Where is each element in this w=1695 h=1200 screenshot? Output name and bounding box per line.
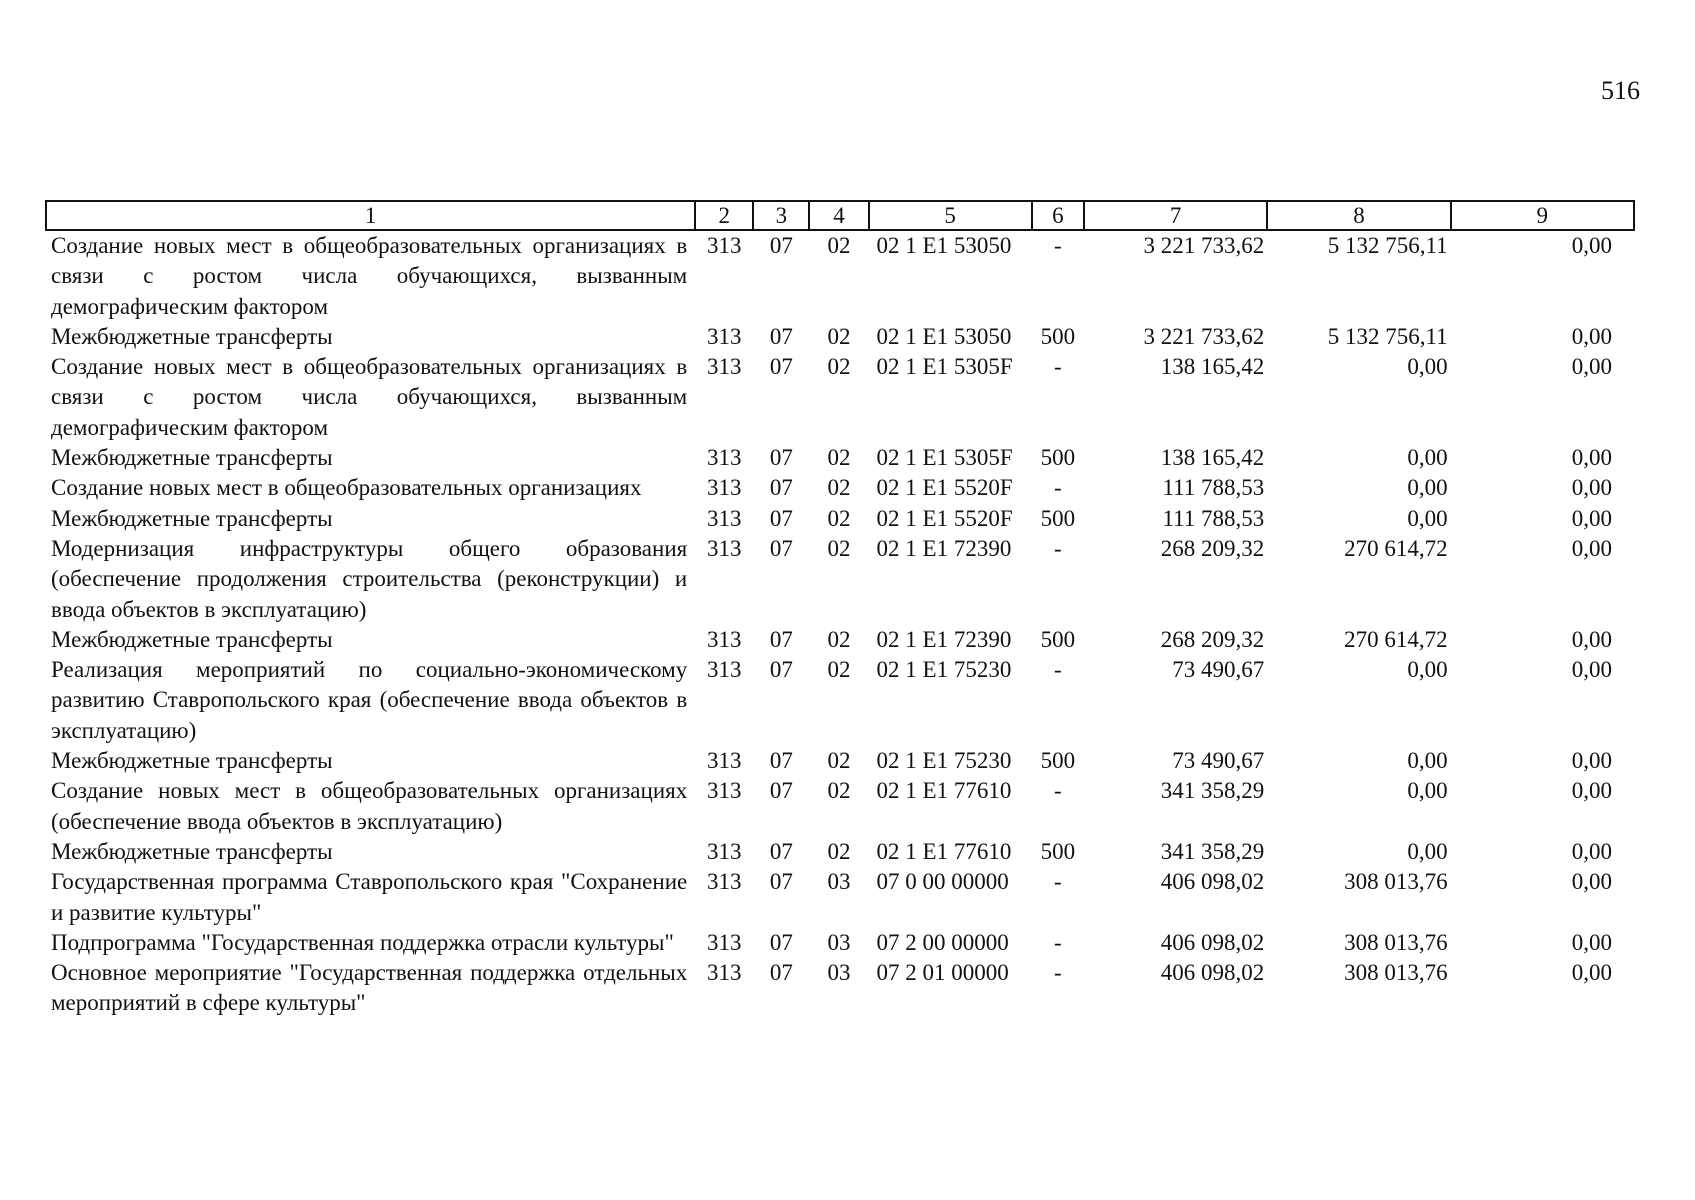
row-name: Межбюджетные трансферты xyxy=(51,626,333,652)
grbs-code: 313 xyxy=(707,323,742,349)
expense-type-code: - xyxy=(1054,960,1062,986)
subsection-code: 02 xyxy=(827,505,851,531)
amount-col-8: 270 614,72 xyxy=(1344,626,1448,652)
subsection-code: 03 xyxy=(827,929,851,955)
section-code: 07 xyxy=(769,233,793,258)
expense-type-code: - xyxy=(1054,778,1062,804)
amount-col-9: 0,00 xyxy=(1571,960,1612,986)
target-article-code: 07 0 00 00000 xyxy=(876,869,1009,895)
amount-col-7: 406 098,02 xyxy=(1160,960,1265,986)
column-header: 8 xyxy=(1267,201,1450,230)
amount-col-7: 3 221 733,62 xyxy=(1143,323,1265,349)
section-code: 07 xyxy=(769,505,793,531)
budget-table xyxy=(45,200,1635,1019)
grbs-code: 313 xyxy=(707,748,742,774)
subsection-code: 02 xyxy=(827,475,851,501)
amount-col-9: 0,00 xyxy=(1571,748,1612,774)
amount-col-7: 406 098,02 xyxy=(1160,869,1265,895)
column-header: 5 xyxy=(869,201,1032,230)
section-code: 07 xyxy=(769,778,793,804)
expense-type-code: - xyxy=(1054,535,1062,561)
row-name: Основное мероприятие "Государственная поддержка отдельных мероприятий в сфере культуры" xyxy=(51,960,688,1016)
target-article-code: 02 1 E1 75230 xyxy=(876,657,1012,683)
section-code: 07 xyxy=(769,323,793,349)
section-code: 07 xyxy=(769,626,793,652)
table-header-row xyxy=(46,201,1634,230)
amount-col-9: 0,00 xyxy=(1571,778,1612,804)
grbs-code: 313 xyxy=(707,869,742,895)
row-name: Создание новых мест в общеобразовательных организациях (обеспечение ввода объектов в эксплуатацию) xyxy=(51,778,688,834)
expense-type-code: - xyxy=(1054,354,1062,380)
row-name: Межбюджетные трансферты xyxy=(51,505,333,531)
grbs-code: 313 xyxy=(707,626,742,652)
amount-col-8: 308 013,76 xyxy=(1344,869,1448,895)
amount-col-7: 268 209,32 xyxy=(1160,626,1265,652)
section-code: 07 xyxy=(769,657,793,683)
subsection-code: 02 xyxy=(827,838,851,864)
target-article-code: 02 1 E1 5520F xyxy=(876,475,1013,501)
table-row xyxy=(46,867,1634,928)
grbs-code: 313 xyxy=(707,929,742,955)
column-header: 2 xyxy=(695,201,753,230)
table-row xyxy=(46,655,1634,746)
amount-col-9: 0,00 xyxy=(1571,475,1612,501)
row-name: Модернизация инфраструктуры общего образования (обеспечение продолжения строительства (реконструкции) и ввода объектов в эксплуатацию) xyxy=(51,535,688,622)
row-name: Межбюджетные трансферты xyxy=(51,838,333,864)
amount-col-9: 0,00 xyxy=(1571,657,1612,683)
table-row xyxy=(46,230,1634,322)
amount-col-7: 406 098,02 xyxy=(1160,929,1265,955)
expense-type-code: 500 xyxy=(1040,445,1076,471)
expense-type-code: - xyxy=(1054,869,1062,895)
expense-type-code: - xyxy=(1054,475,1062,501)
target-article-code: 07 2 00 00000 xyxy=(876,929,1009,955)
table-row xyxy=(46,625,1634,655)
amount-col-8: 0,00 xyxy=(1407,475,1448,501)
row-name: Создание новых мест в общеобразовательных организациях в связи с ростом числа обучающихся, вызванным демографическим фактором xyxy=(51,233,688,319)
row-name: Создание новых мест в общеобразовательных организациях xyxy=(51,475,642,501)
table-row xyxy=(46,473,1634,503)
amount-col-7: 73 490,67 xyxy=(1172,657,1265,683)
amount-col-7: 111 788,53 xyxy=(1162,505,1265,531)
table-row xyxy=(46,928,1634,958)
amount-col-9: 0,00 xyxy=(1571,869,1612,895)
amount-col-8: 308 013,76 xyxy=(1344,929,1448,955)
target-article-code: 02 1 E1 5520F xyxy=(876,505,1013,531)
table-body xyxy=(46,230,1634,1019)
grbs-code: 313 xyxy=(707,960,742,986)
expense-type-code: - xyxy=(1054,657,1062,683)
target-article-code: 02 1 E1 5305F xyxy=(876,445,1013,471)
grbs-code: 313 xyxy=(707,233,742,258)
subsection-code: 02 xyxy=(827,748,851,774)
expense-type-code: - xyxy=(1054,929,1062,955)
amount-col-7: 138 165,42 xyxy=(1160,445,1265,471)
expense-type-code: - xyxy=(1054,233,1062,258)
amount-col-8: 0,00 xyxy=(1407,354,1448,380)
section-code: 07 xyxy=(769,838,793,864)
amount-col-8: 0,00 xyxy=(1407,657,1448,683)
row-name: Межбюджетные трансферты xyxy=(51,323,333,349)
section-code: 07 xyxy=(769,354,793,380)
amount-col-7: 138 165,42 xyxy=(1160,354,1265,380)
expense-type-code: 500 xyxy=(1040,323,1076,349)
target-article-code: 02 1 E1 5305F xyxy=(876,354,1013,380)
section-code: 07 xyxy=(769,445,793,471)
amount-col-9: 0,00 xyxy=(1571,838,1612,864)
grbs-code: 313 xyxy=(707,535,742,561)
subsection-code: 02 xyxy=(827,778,851,804)
amount-col-7: 73 490,67 xyxy=(1172,748,1265,774)
amount-col-9: 0,00 xyxy=(1571,535,1612,561)
grbs-code: 313 xyxy=(707,505,742,531)
subsection-code: 03 xyxy=(827,869,851,895)
section-code: 07 xyxy=(769,960,793,986)
target-article-code: 02 1 E1 53050 xyxy=(876,323,1012,349)
table-row xyxy=(46,352,1634,443)
target-article-code: 02 1 E1 72390 xyxy=(876,626,1012,652)
grbs-code: 313 xyxy=(707,838,742,864)
row-name: Подпрограмма "Государственная поддержка отрасли культуры" xyxy=(51,929,674,955)
amount-col-7: 268 209,32 xyxy=(1160,535,1265,561)
amount-col-8: 0,00 xyxy=(1407,778,1448,804)
table-row xyxy=(46,837,1634,867)
target-article-code: 02 1 E1 77610 xyxy=(876,838,1012,864)
subsection-code: 02 xyxy=(827,323,851,349)
expense-type-code: 500 xyxy=(1040,626,1076,652)
subsection-code: 03 xyxy=(827,960,851,986)
amount-col-9: 0,00 xyxy=(1571,929,1612,955)
target-article-code: 02 1 E1 75230 xyxy=(876,748,1012,774)
amount-col-9: 0,00 xyxy=(1571,354,1612,380)
subsection-code: 02 xyxy=(827,354,851,380)
table-row xyxy=(46,322,1634,352)
table-row xyxy=(46,443,1634,473)
amount-col-8: 0,00 xyxy=(1407,748,1448,774)
grbs-code: 313 xyxy=(707,475,742,501)
subsection-code: 02 xyxy=(827,626,851,652)
grbs-code: 313 xyxy=(707,354,742,380)
subsection-code: 02 xyxy=(827,535,851,561)
column-header: 1 xyxy=(46,201,695,230)
section-code: 07 xyxy=(769,929,793,955)
section-code: 07 xyxy=(769,748,793,774)
amount-col-7: 3 221 733,62 xyxy=(1143,233,1265,258)
section-code: 07 xyxy=(769,869,793,895)
column-header: 3 xyxy=(753,201,809,230)
subsection-code: 02 xyxy=(827,657,851,683)
target-article-code: 02 1 E1 72390 xyxy=(876,535,1012,561)
page-number: 516 xyxy=(1601,76,1640,105)
column-header: 4 xyxy=(809,201,868,230)
grbs-code: 313 xyxy=(707,445,742,471)
amount-col-8: 5 132 756,11 xyxy=(1327,323,1448,349)
amount-col-7: 341 358,29 xyxy=(1160,838,1265,864)
table-row xyxy=(46,504,1634,534)
row-name: Реализация мероприятий по социально-экономическому развитию Ставропольского края (обеспечение ввода объектов в эксплуатацию) xyxy=(51,657,688,743)
column-header: 9 xyxy=(1451,201,1634,230)
amount-col-9: 0,00 xyxy=(1571,505,1612,531)
amount-col-8: 5 132 756,11 xyxy=(1327,233,1448,258)
amount-col-8: 0,00 xyxy=(1407,838,1448,864)
section-code: 07 xyxy=(769,475,793,501)
amount-col-9: 0,00 xyxy=(1571,323,1612,349)
amount-col-9: 0,00 xyxy=(1571,445,1612,471)
target-article-code: 02 1 E1 77610 xyxy=(876,778,1012,804)
expense-type-code: 500 xyxy=(1040,838,1076,864)
amount-col-8: 0,00 xyxy=(1407,505,1448,531)
table-row xyxy=(46,534,1634,625)
subsection-code: 02 xyxy=(827,233,851,258)
amount-col-9: 0,00 xyxy=(1571,233,1612,258)
row-name: Межбюджетные трансферты xyxy=(51,445,333,471)
amount-col-9: 0,00 xyxy=(1571,626,1612,652)
table-row xyxy=(46,746,1634,776)
row-name: Межбюджетные трансферты xyxy=(51,748,333,774)
column-header: 6 xyxy=(1032,201,1084,230)
amount-col-8: 0,00 xyxy=(1407,445,1448,471)
table-row xyxy=(46,776,1634,837)
column-header: 7 xyxy=(1084,201,1267,230)
grbs-code: 313 xyxy=(707,778,742,804)
row-name: Создание новых мест в общеобразовательных организациях в связи с ростом числа обучающихся, вызванным демографическим фактором xyxy=(51,354,688,440)
expense-type-code: 500 xyxy=(1040,748,1076,774)
amount-col-8: 270 614,72 xyxy=(1344,535,1448,561)
expense-type-code: 500 xyxy=(1040,505,1076,531)
grbs-code: 313 xyxy=(707,657,742,683)
target-article-code: 02 1 E1 53050 xyxy=(876,233,1012,258)
amount-col-7: 111 788,53 xyxy=(1162,475,1265,501)
section-code: 07 xyxy=(769,535,793,561)
row-name: Государственная программа Ставропольского края "Сохранение и развитие культуры" xyxy=(51,869,688,925)
table-row xyxy=(46,958,1634,1019)
amount-col-7: 341 358,29 xyxy=(1160,778,1265,804)
amount-col-8: 308 013,76 xyxy=(1344,960,1448,986)
target-article-code: 07 2 01 00000 xyxy=(876,960,1009,986)
subsection-code: 02 xyxy=(827,445,851,471)
